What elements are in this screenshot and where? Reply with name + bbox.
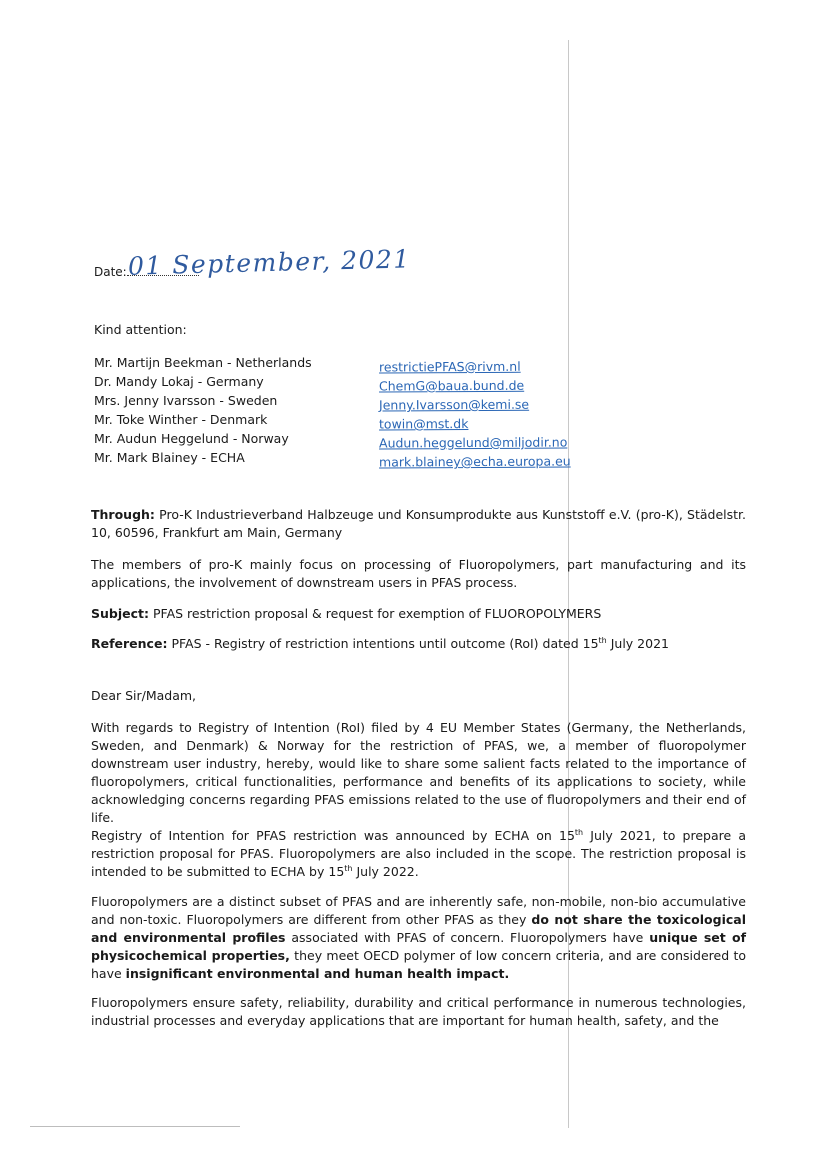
para3-text: associated with PFAS of concern. Fluoropolymers have bbox=[285, 930, 650, 945]
recipient-name: Dr. Mandy Lokaj - Germany bbox=[94, 374, 264, 389]
paragraph-fluoropolymers bbox=[91, 893, 746, 983]
scan-edge-line bbox=[30, 1126, 240, 1127]
recipient-names bbox=[94, 353, 312, 467]
date-row bbox=[94, 244, 412, 284]
para3-text: Fluoropolymers are a distinct subset of PFAS and are inherently safe, non-mobile, non-bio accumulative and non-toxic. Fluoropolymers are different from other PFAS as they bbox=[91, 894, 746, 927]
para2-text-c: July 2022. bbox=[352, 864, 419, 879]
para3-bold: do not share the toxicological and environmental profiles bbox=[91, 912, 746, 945]
subject-label: Subject: bbox=[91, 606, 149, 621]
through-text: Pro-K Industrieverband Halbzeuge und Konsumprodukte aus Kunststoff e.V. (pro-K), Städelstr. 10, 60596, Frankfurt am Main, Germany bbox=[91, 507, 746, 540]
subject-line bbox=[91, 605, 746, 623]
paragraph-safety: Fluoropolymers ensure safety, reliability, durability and critical performance in numerous technologies, industrial processes and everyday applications that are important for human health, safety, and the bbox=[91, 995, 746, 1028]
paragraph-roi: With regards to Registry of Intention (RoI) filed by 4 EU Member States (Germany, the Netherlands, Sweden, and Denmark) & Norway for the restriction of PFAS, we, a member of fluoropolymer downstream user industry, hereby, would like to share some salient facts related to the importance of fluoropolymers, critical functionalities, performance and benefits of its applications to society, while acknowledging concerns regarding PFAS emissions related to the use of fluoropolymers and their end of life. bbox=[91, 720, 746, 825]
para2-text-b: July 2021, to prepare a restriction proposal for PFAS. Fluoropolymers are also included in the scope. The restriction proposal is intended to be submitted to ECHA by 15 bbox=[91, 828, 747, 879]
members-paragraph: The members of pro-K mainly focus on processing of Fluoropolymers, part manufacturing and its applications, the involvement of downstream users in PFAS process. bbox=[91, 557, 746, 590]
recipient-name: Mr. Mark Blainey - ECHA bbox=[94, 450, 245, 465]
email-link[interactable]: ChemG@baua.bund.de bbox=[378, 377, 525, 394]
email-link[interactable]: mark.blainey@echa.europa.eu bbox=[378, 453, 571, 470]
para2-sup-a: th bbox=[574, 827, 584, 837]
recipient-name: Mr. Martijn Beekman - Netherlands bbox=[94, 355, 312, 370]
para2-sup-b: th bbox=[344, 863, 353, 873]
para3-text: they meet OECD polymer of low concern criteria, and are considered to have bbox=[91, 948, 746, 981]
email-link[interactable]: Jenny.Ivarsson@kemi.se bbox=[378, 396, 530, 413]
para3-bold: insignificant environmental and human health impact. bbox=[125, 966, 510, 981]
recipient-emails bbox=[379, 357, 571, 471]
reference-line bbox=[91, 635, 746, 653]
salutation: Dear Sir/Madam, bbox=[91, 688, 197, 703]
para3-bold: unique set of physicochemical properties, bbox=[91, 930, 747, 963]
recipient-name: Mr. Toke Winther - Denmark bbox=[94, 412, 268, 427]
email-link[interactable]: Audun.heggelund@miljodir.no bbox=[378, 434, 568, 451]
reference-sup: th bbox=[598, 635, 607, 645]
kind-attention-label: Kind attention: bbox=[94, 322, 187, 337]
date-label: Date: bbox=[94, 265, 127, 279]
para2-text-a: Registry of Intention for PFAS restriction was announced by ECHA on 15 bbox=[91, 828, 575, 843]
through-paragraph bbox=[91, 506, 746, 542]
reference-label: Reference: bbox=[91, 636, 168, 651]
reference-text: PFAS - Registry of restriction intentions until outcome (RoI) dated 15 bbox=[171, 636, 599, 651]
reference-text-end: July 2021 bbox=[606, 636, 669, 651]
paragraph-registry bbox=[91, 827, 746, 881]
email-link[interactable]: restrictiePFAS@rivm.nl bbox=[378, 358, 521, 375]
recipient-name: Mr. Audun Heggelund - Norway bbox=[94, 431, 289, 446]
through-label: Through: bbox=[91, 507, 155, 522]
subject-text: PFAS restriction proposal & request for exemption of FLUOROPOLYMERS bbox=[152, 606, 602, 621]
email-link[interactable]: towin@mst.dk bbox=[378, 416, 469, 432]
recipient-name: Mrs. Jenny Ivarsson - Sweden bbox=[94, 393, 278, 408]
handwritten-date: 01 September, 2021 bbox=[127, 244, 412, 281]
